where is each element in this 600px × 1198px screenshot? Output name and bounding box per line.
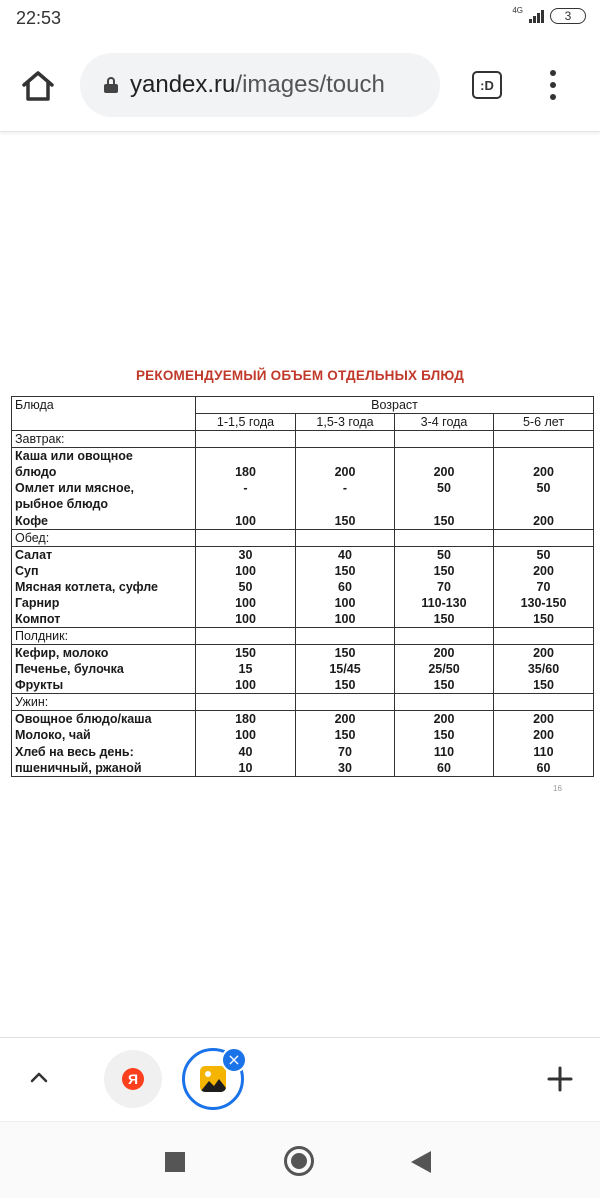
table-row [12, 464, 594, 480]
url-text[interactable] [130, 71, 385, 99]
recent-apps-button[interactable] [165, 1152, 185, 1172]
url-domain: yandex.ru [130, 71, 236, 98]
section-empty-cell [494, 628, 594, 645]
chevron-up-icon [30, 1068, 48, 1086]
system-nav-bar [0, 1121, 600, 1198]
section-empty-cell [395, 694, 494, 711]
portion-value: 150 [296, 645, 395, 662]
portion-value: 60 [494, 760, 594, 777]
lock-icon [104, 77, 118, 93]
portion-value: 200 [296, 711, 395, 728]
portion-value: 100 [296, 595, 395, 611]
portion-value: 100 [196, 513, 296, 530]
table-header-row [12, 397, 594, 414]
portion-value: 30 [296, 760, 395, 777]
portion-value: 200 [494, 727, 594, 743]
portion-value: - [196, 480, 296, 496]
section-empty-cell [296, 694, 395, 711]
table-row [12, 496, 594, 512]
portion-value: 150 [395, 727, 494, 743]
menu-dot-icon [550, 70, 556, 76]
dish-name: Овощное блюдо/каша [12, 711, 196, 728]
table-row [12, 744, 594, 760]
section-empty-cell [296, 431, 395, 448]
portion-value: 50 [494, 480, 594, 496]
portion-value: 70 [494, 579, 594, 595]
portion-value: 110 [395, 744, 494, 760]
tabs-button[interactable] [472, 71, 502, 99]
portion-value: 150 [494, 611, 594, 628]
portion-value: 25/50 [395, 661, 494, 677]
yandex-logo-icon: Я [122, 1068, 144, 1090]
header-age: Возраст [196, 397, 594, 414]
home-icon [20, 68, 56, 104]
portion-value: 200 [494, 711, 594, 728]
portion-table-body [12, 397, 594, 777]
portion-value: 150 [296, 727, 395, 743]
expand-button[interactable] [30, 1068, 48, 1086]
dish-name: Печенье, булочка [12, 661, 196, 677]
section-empty-cell [494, 431, 594, 448]
table-subheader-row [12, 414, 594, 431]
age-group-header: 5-6 лет [494, 414, 594, 431]
dish-name: рыбное блюдо [12, 496, 196, 512]
portion-value: 150 [296, 563, 395, 579]
section-empty-cell [196, 529, 296, 546]
portion-value [494, 496, 594, 512]
dish-name: Кофе [12, 513, 196, 530]
back-button[interactable] [411, 1151, 431, 1173]
section-empty-cell [395, 529, 494, 546]
portion-value: 70 [296, 744, 395, 760]
section-row [12, 431, 594, 448]
portion-value: 100 [196, 727, 296, 743]
section-empty-cell [196, 431, 296, 448]
portion-value: 60 [395, 760, 494, 777]
portion-value: 150 [395, 677, 494, 694]
table-row [12, 563, 594, 579]
portion-value [196, 496, 296, 512]
portion-value: 40 [296, 546, 395, 563]
section-empty-cell [296, 628, 395, 645]
table-row [12, 727, 594, 743]
portion-value: 150 [395, 513, 494, 530]
yandex-tab[interactable] [104, 1050, 162, 1108]
table-row [12, 711, 594, 728]
table-row [12, 760, 594, 777]
dish-name: Гарнир [12, 595, 196, 611]
dish-name: Кефир, молоко [12, 645, 196, 662]
portion-value: 100 [296, 611, 395, 628]
portion-value: 150 [395, 563, 494, 579]
portion-value: 150 [296, 677, 395, 694]
portion-value: 110 [494, 744, 594, 760]
section-empty-cell [196, 628, 296, 645]
portion-value [296, 496, 395, 512]
battery-icon [550, 8, 586, 24]
menu-dot-icon [550, 94, 556, 100]
portion-value [494, 448, 594, 465]
section-name: Полдник: [12, 628, 196, 645]
portion-table [11, 396, 594, 777]
dish-name: Молоко, чай [12, 727, 196, 743]
portion-value: 150 [494, 677, 594, 694]
table-row [12, 546, 594, 563]
portion-value: 50 [395, 546, 494, 563]
dish-name: Хлеб на весь день: [12, 744, 196, 760]
dish-name: Омлет или мясное, [12, 480, 196, 496]
home-button[interactable] [20, 68, 56, 104]
header-blank [12, 414, 196, 431]
portion-value [196, 448, 296, 465]
close-tab-button[interactable]: × [221, 1047, 247, 1073]
age-group-header: 3-4 года [395, 414, 494, 431]
portion-value: 50 [395, 480, 494, 496]
portion-value: 200 [395, 645, 494, 662]
header-dishes: Блюда [12, 397, 196, 414]
browser-toolbar [0, 38, 600, 132]
age-group-header: 1-1,5 года [196, 414, 296, 431]
document-title: РЕКОМЕНДУЕМЫЙ ОБЪЕМ ОТДЕЛЬНЫХ БЛЮД [135, 368, 465, 383]
table-row [12, 579, 594, 595]
portion-value: 70 [395, 579, 494, 595]
table-row [12, 595, 594, 611]
section-row [12, 628, 594, 645]
table-row [12, 611, 594, 628]
portion-value: 200 [395, 464, 494, 480]
home-circle-icon [291, 1153, 307, 1169]
portion-value: 30 [196, 546, 296, 563]
portion-value: 50 [494, 546, 594, 563]
network-type: 4G [512, 5, 523, 15]
section-name: Ужин: [12, 694, 196, 711]
portion-value: 100 [196, 611, 296, 628]
portion-value [395, 496, 494, 512]
section-row [12, 694, 594, 711]
menu-button[interactable] [544, 68, 562, 102]
portion-value: 35/60 [494, 661, 594, 677]
portion-value: 60 [296, 579, 395, 595]
image-icon [200, 1066, 226, 1092]
portion-value: 15 [196, 661, 296, 677]
document-image [0, 132, 600, 1037]
section-empty-cell [395, 628, 494, 645]
system-home-button[interactable] [284, 1146, 314, 1176]
menu-dot-icon [550, 82, 556, 88]
portion-value: 15/45 [296, 661, 395, 677]
table-row [12, 661, 594, 677]
portion-value: 150 [296, 513, 395, 530]
portion-value: 110-130 [395, 595, 494, 611]
tabs-count: :D [480, 77, 494, 93]
portion-value: 10 [196, 760, 296, 777]
section-empty-cell [196, 694, 296, 711]
table-row [12, 645, 594, 662]
dish-name: Мясная котлета, суфле [12, 579, 196, 595]
portion-value [296, 448, 395, 465]
portion-value: 100 [196, 595, 296, 611]
table-row [12, 448, 594, 465]
dish-name: пшеничный, ржаной [12, 760, 196, 777]
section-name: Обед: [12, 529, 196, 546]
portion-value: 200 [296, 464, 395, 480]
portion-value: 150 [196, 645, 296, 662]
section-empty-cell [296, 529, 395, 546]
battery-level: 3 [564, 9, 572, 23]
section-empty-cell [494, 694, 594, 711]
plus-icon [546, 1065, 574, 1093]
portion-value: 200 [494, 513, 594, 530]
section-empty-cell [494, 529, 594, 546]
dish-name: Салат [12, 546, 196, 563]
status-bar [0, 0, 600, 38]
status-icons [512, 5, 586, 24]
status-time: 22:53 [16, 8, 62, 28]
portion-value: 130-150 [494, 595, 594, 611]
table-row [12, 480, 594, 496]
portion-value: 100 [196, 677, 296, 694]
portion-value: 100 [196, 563, 296, 579]
dish-name: Суп [12, 563, 196, 579]
portion-value: 40 [196, 744, 296, 760]
portion-value: 50 [196, 579, 296, 595]
section-row [12, 529, 594, 546]
url-path: /images/touch [235, 71, 385, 98]
new-tab-button[interactable] [546, 1065, 574, 1093]
portion-value: 200 [395, 711, 494, 728]
portion-value: 180 [196, 464, 296, 480]
section-name: Завтрак: [12, 431, 196, 448]
age-group-header: 1,5-3 года [296, 414, 395, 431]
address-bar[interactable] [80, 53, 440, 117]
bottom-tab-bar [0, 1037, 600, 1121]
table-row [12, 513, 594, 530]
dish-name: Компот [12, 611, 196, 628]
dish-name: Каша или овощное [12, 448, 196, 465]
portion-value: - [296, 480, 395, 496]
portion-value: 180 [196, 711, 296, 728]
dish-name: блюдо [12, 464, 196, 480]
portion-value [395, 448, 494, 465]
table-row [12, 677, 594, 694]
portion-value: 200 [494, 464, 594, 480]
portion-value: 200 [494, 563, 594, 579]
signal-icon [529, 9, 544, 23]
portion-value: 150 [395, 611, 494, 628]
dish-name: Фрукты [12, 677, 196, 694]
section-empty-cell [395, 431, 494, 448]
page-number: 16 [553, 784, 562, 793]
portion-value: 200 [494, 645, 594, 662]
